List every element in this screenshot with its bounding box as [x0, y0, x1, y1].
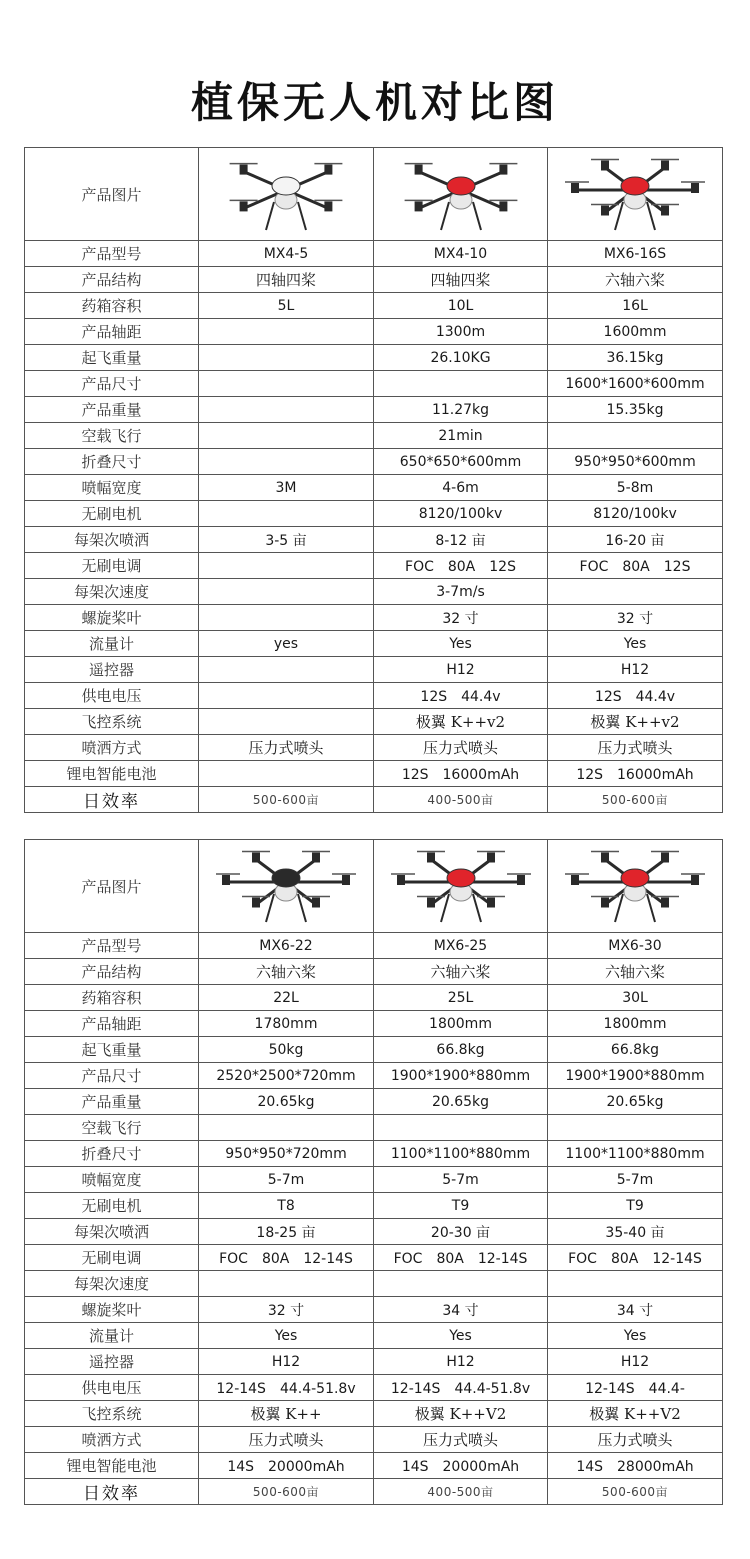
- table-cell: [374, 1115, 548, 1141]
- product-image-row: [25, 840, 723, 933]
- table-cell: 5L: [199, 293, 374, 319]
- row-label: 喷洒方式: [25, 1427, 199, 1453]
- table-row: [25, 657, 723, 683]
- row-label: 遥控器: [25, 1349, 199, 1375]
- table-cell: [199, 449, 374, 475]
- table-row: [25, 735, 723, 761]
- table-cell: FOC 80A 12-14S: [374, 1245, 548, 1271]
- table-cell: 四轴四桨: [374, 267, 548, 293]
- row-label: 产品图片: [25, 840, 199, 933]
- table-row: [25, 1141, 723, 1167]
- table-row: [25, 267, 723, 293]
- row-label: 喷幅宽度: [25, 1167, 199, 1193]
- row-label: 产品结构: [25, 267, 199, 293]
- table-cell: [199, 579, 374, 605]
- row-label: 每架次速度: [25, 579, 199, 605]
- table-cell: H12: [548, 657, 723, 683]
- product-image-cell: [548, 148, 723, 241]
- table-row: [25, 1297, 723, 1323]
- row-label: 产品型号: [25, 933, 199, 959]
- efficiency-cell: 400-500亩: [374, 787, 548, 813]
- row-label: 流量计: [25, 1323, 199, 1349]
- row-label: 药箱容积: [25, 293, 199, 319]
- table-row: [25, 761, 723, 787]
- table-row: [25, 423, 723, 449]
- table-cell: 32 寸: [374, 605, 548, 631]
- table-cell: 压力式喷头: [548, 735, 723, 761]
- table-cell: 32 寸: [548, 605, 723, 631]
- row-label: 喷幅宽度: [25, 475, 199, 501]
- table-cell: 12S 16000mAh: [374, 761, 548, 787]
- table-cell: 650*650*600mm: [374, 449, 548, 475]
- row-label: 折叠尺寸: [25, 449, 199, 475]
- table-row: [25, 1349, 723, 1375]
- table-row: [25, 579, 723, 605]
- table-cell: 12S 44.4v: [548, 683, 723, 709]
- table-cell: 1800mm: [548, 1011, 723, 1037]
- efficiency-cell: 500-600亩: [548, 787, 723, 813]
- table-cell: 15.35kg: [548, 397, 723, 423]
- table-cell: MX4-10: [374, 241, 548, 267]
- product-image-cell: [374, 148, 548, 241]
- row-label: 无刷电调: [25, 553, 199, 579]
- row-label: 每架次喷洒: [25, 527, 199, 553]
- hexa-red-drone-icon: [391, 844, 531, 928]
- table-cell: [199, 371, 374, 397]
- table-cell: 5-7m: [374, 1167, 548, 1193]
- table-cell: 六轴六桨: [548, 267, 723, 293]
- table-row: [25, 1115, 723, 1141]
- comparison-table-2: [24, 839, 723, 1505]
- table-row: [25, 1063, 723, 1089]
- table-cell: 16-20 亩: [548, 527, 723, 553]
- table-row: [25, 1375, 723, 1401]
- row-label: 螺旋桨叶: [25, 605, 199, 631]
- table-cell: 5-7m: [199, 1167, 374, 1193]
- table-cell: [548, 1115, 723, 1141]
- table-cell: 六轴六桨: [548, 959, 723, 985]
- table-row: [25, 1089, 723, 1115]
- table-cell: FOC 80A 12-14S: [548, 1245, 723, 1271]
- table-cell: 12-14S 44.4-51.8v: [374, 1375, 548, 1401]
- hexa-red-drone-icon: [565, 152, 705, 236]
- product-image-cell: [374, 840, 548, 933]
- table-row: [25, 631, 723, 657]
- table-row: [25, 397, 723, 423]
- product-image-cell: [199, 148, 374, 241]
- table-cell: 8120/100kv: [374, 501, 548, 527]
- comparison-table-1: [24, 147, 723, 813]
- table-cell: 3-5 亩: [199, 527, 374, 553]
- table-cell: 压力式喷头: [199, 1427, 374, 1453]
- table-row: [25, 501, 723, 527]
- table-cell: 8-12 亩: [374, 527, 548, 553]
- table-cell: 1800mm: [374, 1011, 548, 1037]
- table-cell: 极翼 K++V2: [374, 1401, 548, 1427]
- table-cell: [199, 1115, 374, 1141]
- row-label: 日效率: [25, 787, 199, 813]
- table-cell: 六轴六桨: [199, 959, 374, 985]
- table-cell: 20.65kg: [199, 1089, 374, 1115]
- table-row: [25, 293, 723, 319]
- table-cell: T9: [548, 1193, 723, 1219]
- table-cell: FOC 80A 12S: [374, 553, 548, 579]
- table-cell: 66.8kg: [548, 1037, 723, 1063]
- row-label: 飞控系统: [25, 709, 199, 735]
- row-label: 日效率: [25, 1479, 199, 1505]
- quad-white-drone-icon: [216, 152, 356, 236]
- table-row: [25, 1323, 723, 1349]
- table-cell: 14S 20000mAh: [199, 1453, 374, 1479]
- table-cell: H12: [374, 1349, 548, 1375]
- table-cell: H12: [374, 657, 548, 683]
- table-cell: 2520*2500*720mm: [199, 1063, 374, 1089]
- row-label: 遥控器: [25, 657, 199, 683]
- table-cell: 11.27kg: [374, 397, 548, 423]
- table-row: [25, 933, 723, 959]
- table-cell: [199, 501, 374, 527]
- table-cell: 21min: [374, 423, 548, 449]
- quad-red-drone-icon: [391, 152, 531, 236]
- efficiency-cell: 400-500亩: [374, 1479, 548, 1505]
- table-cell: [199, 605, 374, 631]
- product-image-row: [25, 148, 723, 241]
- table-cell: 5-7m: [548, 1167, 723, 1193]
- row-label: 空载飞行: [25, 423, 199, 449]
- row-label: 产品型号: [25, 241, 199, 267]
- row-label: 产品轴距: [25, 319, 199, 345]
- row-label: 供电电压: [25, 1375, 199, 1401]
- table-cell: 34 寸: [374, 1297, 548, 1323]
- row-label: 锂电智能电池: [25, 1453, 199, 1479]
- table-cell: [199, 709, 374, 735]
- table-cell: [374, 1271, 548, 1297]
- table-row: [25, 605, 723, 631]
- product-image-cell: [548, 840, 723, 933]
- table-cell: 极翼 K++v2: [374, 709, 548, 735]
- table-cell: 1900*1900*880mm: [374, 1063, 548, 1089]
- table-cell: 25L: [374, 985, 548, 1011]
- table-cell: 36.15kg: [548, 345, 723, 371]
- row-label: 喷洒方式: [25, 735, 199, 761]
- table-cell: 四轴四桨: [199, 267, 374, 293]
- table-cell: Yes: [374, 631, 548, 657]
- table-cell: 20.65kg: [548, 1089, 723, 1115]
- table-row: [25, 475, 723, 501]
- table-cell: [199, 397, 374, 423]
- row-label: 产品结构: [25, 959, 199, 985]
- table-cell: MX4-5: [199, 241, 374, 267]
- product-image-cell: [199, 840, 374, 933]
- table-cell: FOC 80A 12-14S: [199, 1245, 374, 1271]
- row-label: 流量计: [25, 631, 199, 657]
- table-cell: 极翼 K++v2: [548, 709, 723, 735]
- table-row: [25, 1427, 723, 1453]
- table-cell: MX6-16S: [548, 241, 723, 267]
- efficiency-cell: 500-600亩: [199, 1479, 374, 1505]
- table-cell: H12: [199, 1349, 374, 1375]
- row-label: 飞控系统: [25, 1401, 199, 1427]
- table-row: [25, 985, 723, 1011]
- table-cell: 950*950*600mm: [548, 449, 723, 475]
- table-cell: 1780mm: [199, 1011, 374, 1037]
- table-cell: 12S 44.4v: [374, 683, 548, 709]
- table-cell: 22L: [199, 985, 374, 1011]
- table-row: [25, 1193, 723, 1219]
- table-cell: 12-14S 44.4-51.8v: [199, 1375, 374, 1401]
- table-cell: 14S 28000mAh: [548, 1453, 723, 1479]
- table-row: [25, 1271, 723, 1297]
- efficiency-cell: 500-600亩: [199, 787, 374, 813]
- table-cell: [199, 423, 374, 449]
- row-label: 起飞重量: [25, 345, 199, 371]
- table-cell: Yes: [548, 1323, 723, 1349]
- table-row: [25, 1401, 723, 1427]
- table-cell: MX6-30: [548, 933, 723, 959]
- table-cell: 8120/100kv: [548, 501, 723, 527]
- efficiency-cell: 500-600亩: [548, 1479, 723, 1505]
- table-row: [25, 1167, 723, 1193]
- table-cell: 极翼 K++: [199, 1401, 374, 1427]
- efficiency-row: [25, 1479, 723, 1505]
- row-label: 折叠尺寸: [25, 1141, 199, 1167]
- row-label: 无刷电机: [25, 501, 199, 527]
- table-cell: 12S 16000mAh: [548, 761, 723, 787]
- table-cell: 10L: [374, 293, 548, 319]
- hexa-black-drone-icon: [216, 844, 356, 928]
- table-cell: 压力式喷头: [199, 735, 374, 761]
- table-cell: 5-8m: [548, 475, 723, 501]
- table-cell: T8: [199, 1193, 374, 1219]
- table-cell: 20.65kg: [374, 1089, 548, 1115]
- row-label: 每架次喷洒: [25, 1219, 199, 1245]
- row-label: 产品轴距: [25, 1011, 199, 1037]
- table-cell: [199, 319, 374, 345]
- table-cell: 34 寸: [548, 1297, 723, 1323]
- table-row: [25, 1453, 723, 1479]
- table-cell: yes: [199, 631, 374, 657]
- table-cell: 66.8kg: [374, 1037, 548, 1063]
- table-row: [25, 959, 723, 985]
- table-cell: [199, 657, 374, 683]
- table-cell: H12: [548, 1349, 723, 1375]
- table-cell: 950*950*720mm: [199, 1141, 374, 1167]
- table-cell: T9: [374, 1193, 548, 1219]
- table-cell: 压力式喷头: [548, 1427, 723, 1453]
- table-cell: 18-25 亩: [199, 1219, 374, 1245]
- table-cell: 1600mm: [548, 319, 723, 345]
- row-label: 螺旋桨叶: [25, 1297, 199, 1323]
- row-label: 产品图片: [25, 148, 199, 241]
- table-row: [25, 1037, 723, 1063]
- table-cell: MX6-22: [199, 933, 374, 959]
- table-row: [25, 1245, 723, 1271]
- table-cell: 1900*1900*880mm: [548, 1063, 723, 1089]
- table-cell: 50kg: [199, 1037, 374, 1063]
- row-label: 起飞重量: [25, 1037, 199, 1063]
- table-cell: 12-14S 44.4-: [548, 1375, 723, 1401]
- table-cell: 20-30 亩: [374, 1219, 548, 1245]
- table-cell: 14S 20000mAh: [374, 1453, 548, 1479]
- table-cell: [199, 683, 374, 709]
- table-cell: [374, 371, 548, 397]
- table-cell: 压力式喷头: [374, 1427, 548, 1453]
- table-cell: 1100*1100*880mm: [548, 1141, 723, 1167]
- table-cell: 极翼 K++V2: [548, 1401, 723, 1427]
- row-label: 无刷电机: [25, 1193, 199, 1219]
- table-cell: 六轴六桨: [374, 959, 548, 985]
- table-row: [25, 371, 723, 397]
- table-row: [25, 1011, 723, 1037]
- table-cell: FOC 80A 12S: [548, 553, 723, 579]
- table-cell: Yes: [199, 1323, 374, 1349]
- table-cell: 4-6m: [374, 475, 548, 501]
- row-label: 空载飞行: [25, 1115, 199, 1141]
- table-cell: 3-7m/s: [374, 579, 548, 605]
- table-cell: 32 寸: [199, 1297, 374, 1323]
- table-cell: [199, 761, 374, 787]
- table-cell: Yes: [548, 631, 723, 657]
- table-cell: [548, 1271, 723, 1297]
- table-cell: [199, 345, 374, 371]
- row-label: 每架次速度: [25, 1271, 199, 1297]
- row-label: 供电电压: [25, 683, 199, 709]
- hexa-red-drone-icon: [565, 844, 705, 928]
- table-row: [25, 345, 723, 371]
- row-label: 无刷电调: [25, 1245, 199, 1271]
- table-row: [25, 449, 723, 475]
- efficiency-row: [25, 787, 723, 813]
- table-cell: [199, 1271, 374, 1297]
- table-row: [25, 709, 723, 735]
- table-row: [25, 527, 723, 553]
- table-row: [25, 241, 723, 267]
- table-cell: 16L: [548, 293, 723, 319]
- table-cell: [548, 423, 723, 449]
- table-cell: [199, 553, 374, 579]
- table-cell: 1600*1600*600mm: [548, 371, 723, 397]
- table-cell: 1100*1100*880mm: [374, 1141, 548, 1167]
- table-row: [25, 553, 723, 579]
- row-label: 药箱容积: [25, 985, 199, 1011]
- row-label: 锂电智能电池: [25, 761, 199, 787]
- row-label: 产品尺寸: [25, 1063, 199, 1089]
- row-label: 产品重量: [25, 397, 199, 423]
- row-label: 产品重量: [25, 1089, 199, 1115]
- table-cell: 26.10KG: [374, 345, 548, 371]
- table-cell: 压力式喷头: [374, 735, 548, 761]
- table-cell: 1300m: [374, 319, 548, 345]
- table-row: [25, 1219, 723, 1245]
- table-cell: 35-40 亩: [548, 1219, 723, 1245]
- table-cell: [548, 579, 723, 605]
- table-row: [25, 683, 723, 709]
- table-cell: 30L: [548, 985, 723, 1011]
- table-cell: MX6-25: [374, 933, 548, 959]
- page-title: 植保无人机对比图: [190, 78, 559, 127]
- table-cell: Yes: [374, 1323, 548, 1349]
- row-label: 产品尺寸: [25, 371, 199, 397]
- table-row: [25, 319, 723, 345]
- table-cell: 3M: [199, 475, 374, 501]
